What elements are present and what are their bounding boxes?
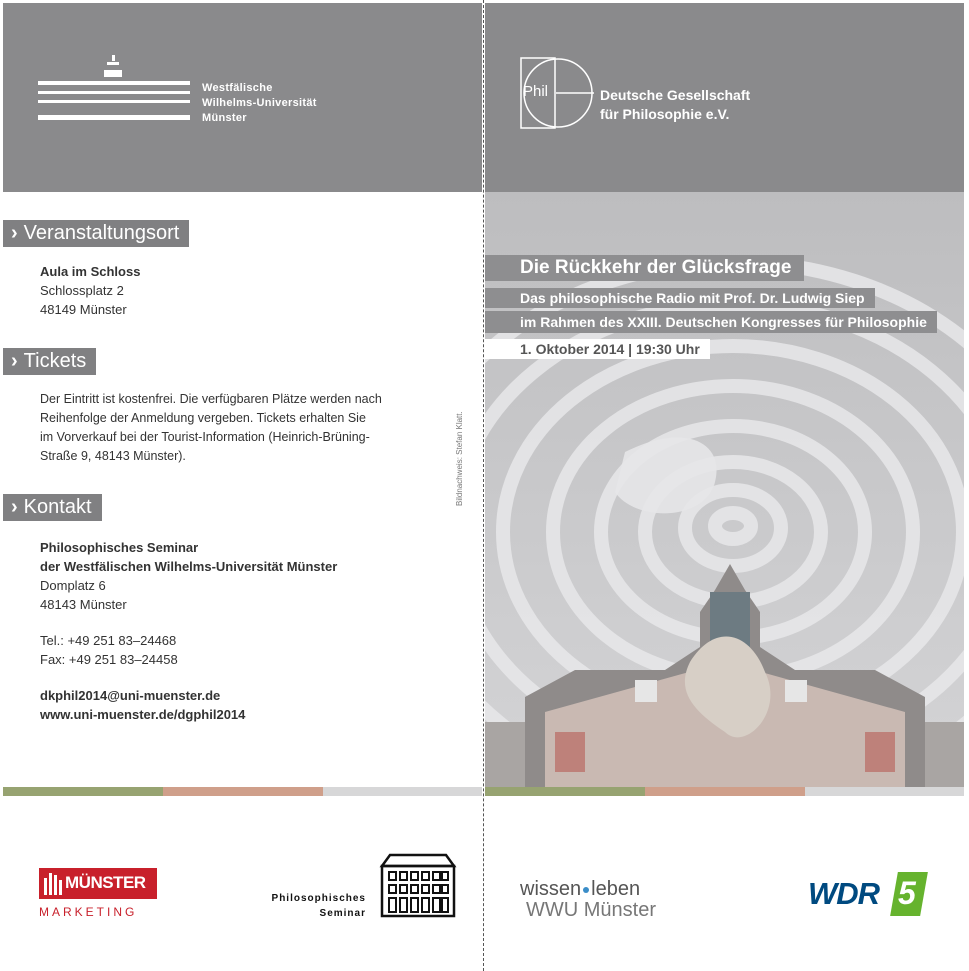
tickets-heading-label: Tickets: [23, 350, 87, 372]
society-line-1: Deutsche Gesellschaft: [600, 87, 751, 103]
wwu-wordmark: WWU Münster: [526, 899, 656, 921]
contact-org-1: Philosophisches Seminar: [40, 540, 199, 555]
contact-fax: Fax: +49 251 83–24458: [40, 652, 178, 667]
contact-org-2: der Westfälischen Wilhelms-Universität Münster: [40, 559, 338, 574]
contact-phone: Tel.: +49 251 83–24468: [40, 633, 177, 648]
society-line-2: für Philosophie e.V.: [600, 106, 730, 122]
stripe-rose: [163, 787, 323, 796]
tickets-line: Reihenfolge der Anmeldung vergeben. Tickets erhalten Sie: [40, 411, 366, 425]
wdr5-logo: [808, 872, 928, 918]
contact-city: 48143 Münster: [40, 597, 127, 612]
contact-block: [40, 538, 337, 724]
wdr5-number: 5: [898, 875, 916, 911]
venue-name: Aula im Schloss: [40, 264, 141, 279]
cover-image: [485, 192, 964, 787]
venue-street: Schlossplatz 2: [40, 283, 124, 298]
university-logo-icon: [38, 52, 194, 124]
event-date: 1. Oktober 2014 | 19:30 Uhr: [485, 339, 710, 359]
leben-wordmark: leben: [591, 878, 641, 900]
fold-line: [483, 0, 484, 971]
seminar-name: [250, 891, 366, 921]
venue-address: [40, 262, 140, 319]
tickets-text: [40, 390, 382, 466]
chevron-right-icon: ›: [11, 222, 18, 244]
seminar-building-icon: [378, 852, 458, 920]
stripe-light: [323, 787, 482, 796]
contact-street: Domplatz 6: [40, 578, 106, 593]
university-line-3: Münster: [202, 112, 247, 124]
seminar-line-1: Philosophisches: [271, 893, 366, 904]
event-context: im Rahmen des XXIII. Deutschen Kongresses für Philosophie: [485, 311, 937, 333]
muenster-wordmark: MÜNSTER: [65, 873, 146, 892]
university-name: [202, 81, 317, 126]
wissen-wordmark: wissen: [520, 878, 582, 900]
event-title: Die Rückkehr der Glücksfrage: [485, 255, 804, 281]
phil-logo: [520, 57, 592, 129]
wdr-wordmark: WDR: [808, 876, 880, 911]
tickets-line: Der Eintritt ist kostenfrei. Die verfügbaren Plätze werden nach: [40, 392, 382, 406]
chevron-right-icon: ›: [11, 350, 18, 372]
stripe-green: [485, 787, 645, 796]
venue-city: 48149 Münster: [40, 302, 127, 317]
dot-icon: [583, 887, 589, 893]
venue-heading: [3, 220, 189, 247]
stripe-light: [805, 787, 964, 796]
university-line-1: Westfälische: [202, 82, 273, 94]
image-credit: Bildnachweis: Stefan Klatt.: [455, 411, 464, 506]
university-line-2: Wilhelms-Universität: [202, 97, 317, 109]
tickets-heading: [3, 348, 96, 375]
society-name: [600, 86, 750, 124]
muenster-marketing-logo: [39, 868, 157, 899]
marketing-wordmark: MARKETING: [39, 905, 138, 919]
venue-heading-label: Veranstaltungsort: [23, 222, 180, 244]
contact-email-link[interactable]: dkphil2014@uni-muenster.de: [40, 688, 221, 703]
tickets-line: im Vorverkauf bei der Tourist-Information (Heinrich-Brüning-: [40, 430, 370, 444]
wissen-leben-logo: [520, 878, 640, 901]
tickets-line: Straße 9, 48143 Münster).: [40, 449, 186, 463]
contact-heading-label: Kontakt: [23, 496, 92, 518]
spiral-graphic-icon: [485, 192, 964, 787]
chevron-right-icon: ›: [11, 496, 18, 518]
stripe-rose: [645, 787, 805, 796]
contact-web-link[interactable]: www.uni-muenster.de/dgphil2014: [40, 707, 246, 722]
phil-logo-text: Phil: [523, 83, 549, 100]
stripe-green: [3, 787, 163, 796]
muenster-skyline-icon: [43, 870, 63, 897]
seminar-line-2: Seminar: [319, 908, 366, 919]
contact-heading: [3, 494, 102, 521]
event-subtitle: Das philosophische Radio mit Prof. Dr. Ludwig Siep: [485, 288, 875, 308]
